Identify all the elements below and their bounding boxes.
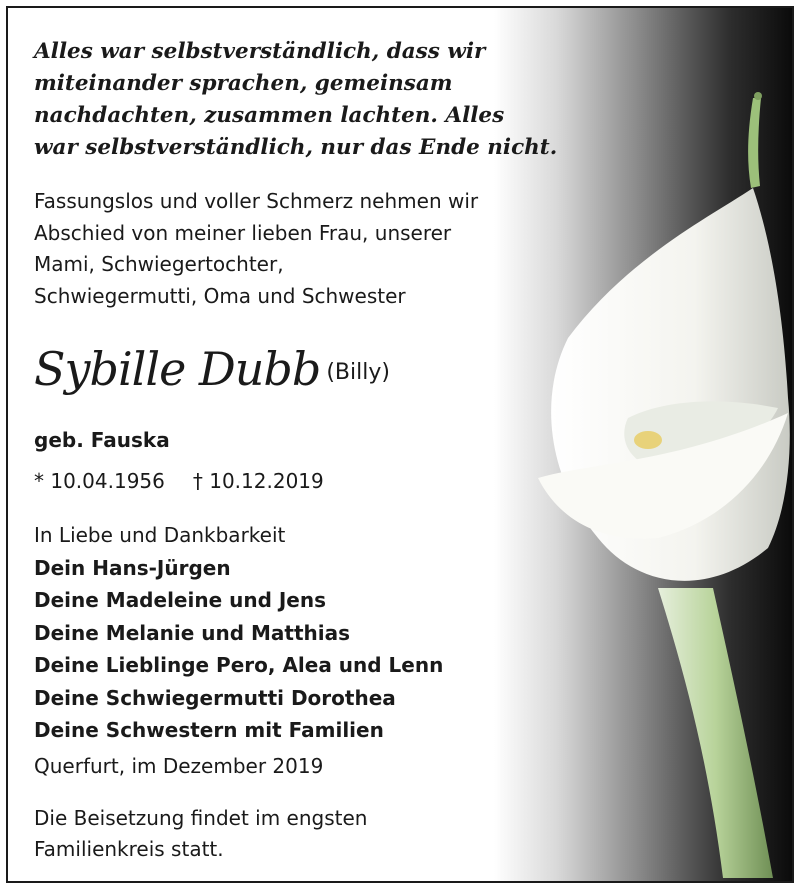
announcement-line: Fassungslos und voller Schmerz nehmen wir (34, 189, 479, 213)
death-date: † 10.12.2019 (192, 469, 324, 493)
announcement-line: Schwiegermutti, Oma und Schwester (34, 283, 406, 308)
signature-name: Deine Lieblinge Pero, Alea und Lenn (34, 653, 444, 677)
birth-name: geb. Fauska (34, 428, 170, 452)
obituary-card (6, 6, 794, 883)
deceased-name-row (34, 342, 390, 396)
signature-name: Dein Hans-Jürgen (34, 555, 231, 580)
place-date: Querfurt, im Dezember 2019 (34, 754, 324, 778)
announcement-line: Mami, Schwiegertochter, (34, 252, 284, 276)
signature-name: Deine Schwestern mit Familien (34, 718, 384, 742)
deceased-name: Sybille Dubb (34, 342, 321, 396)
signatures-intro: In Liebe und Dankbarkeit (34, 523, 286, 547)
notice-line: Die Beisetzung findet im engsten (34, 806, 368, 830)
signatures (34, 519, 443, 747)
quote-line: war selbstverständlich, nur das Ende nicht. (34, 135, 558, 160)
deceased-nickname: (Billy) (326, 360, 390, 385)
quote-line: nachdachten, zusammen lachten. Alles (34, 103, 505, 128)
announcement-text (34, 186, 574, 312)
quote-line: miteinander sprachen, gemeinsam (34, 71, 453, 96)
memorial-quote (34, 36, 574, 164)
quote-line: Alles war selbstverständlich, dass wir (34, 39, 486, 64)
notice-line: Familienkreis statt. (34, 837, 224, 861)
signature-name: Deine Schwiegermutti Dorothea (34, 685, 396, 710)
signature-name: Deine Melanie und Matthias (34, 620, 350, 645)
life-dates (34, 469, 324, 493)
funeral-notice (34, 803, 367, 865)
signature-name: Deine Madeleine und Jens (34, 588, 327, 612)
birth-date: * 10.04.1956 (34, 469, 165, 493)
announcement-line: Abschied von meiner lieben Frau, unserer (34, 220, 452, 245)
